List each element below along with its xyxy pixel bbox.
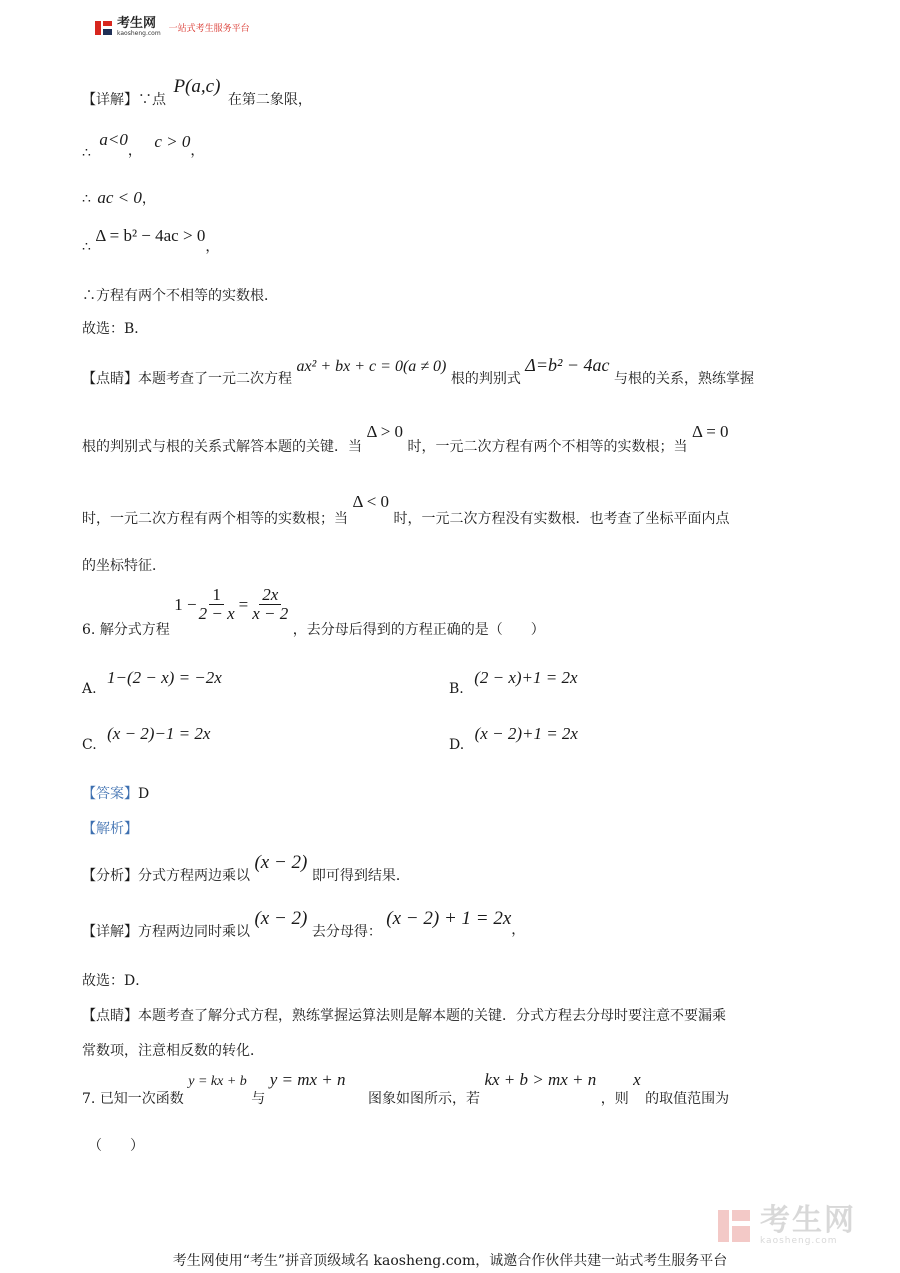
- logo-icon: [95, 19, 113, 37]
- comment-text: 时，一元二次方程有两个相等的实数根；当: [82, 511, 348, 527]
- therefore-symbol: ∴: [82, 239, 91, 255]
- q6-fenxi: [82, 852, 410, 884]
- comment-tag: 【点睛】: [82, 371, 138, 387]
- variable-x: x: [633, 1070, 641, 1089]
- stem-text: ，则: [600, 1091, 629, 1107]
- answer-value: D: [138, 786, 150, 802]
- math-a-lt-0: a<0: [99, 130, 128, 149]
- comment-text: 根的判别式与根的关系式解答本题的关键．当: [82, 439, 362, 455]
- q6-comment-line2: 常数项，注意相反数的转化．: [82, 1043, 264, 1059]
- stem-text: 解分式方程: [99, 621, 170, 638]
- watermark-sub: kaosheng.com: [760, 1236, 838, 1246]
- stem-text: ，去分母后得到的方程正确的是（ ）: [292, 621, 545, 638]
- stem-text: 已知一次函数: [99, 1091, 184, 1107]
- q5-step1: [82, 130, 205, 161]
- eq-equals: =: [238, 594, 249, 614]
- math-x-minus-2: (x − 2): [254, 852, 308, 873]
- option-expr: (x − 2)+1 = 2x: [474, 724, 578, 743]
- detail-text: ∵点: [138, 92, 166, 108]
- option-label: B.: [449, 681, 464, 697]
- inequality: kx + b > mx + n: [484, 1070, 597, 1089]
- option-c[interactable]: [82, 724, 211, 753]
- frac1-denominator: 2 − x: [198, 604, 235, 623]
- fenxi-text: 分式方程两边乘以: [138, 868, 250, 884]
- frac2-denominator: x − 2: [252, 604, 289, 623]
- conclusion-text: 方程有两个不相等的实数根．: [96, 288, 278, 304]
- watermark-icon: [718, 1206, 754, 1246]
- logo-text: 考生网: [117, 16, 157, 31]
- comment-text: 本题考查了解分式方程，熟练掌握运算法则是解本题的关键．分式方程去分母时要注意不要漏乘: [138, 1008, 726, 1024]
- fenxi-text: 即可得到结果．: [311, 868, 410, 884]
- q6-comment-line1: [82, 1005, 726, 1025]
- q5-comment-line1: [82, 355, 754, 387]
- analysis-tag: 【解析】: [82, 821, 138, 837]
- comment-tag: 【点睛】: [82, 1008, 138, 1024]
- q6-choice: 故选：D．: [82, 973, 150, 989]
- q6-stem: [82, 585, 545, 638]
- q7-stem: [82, 1070, 730, 1107]
- option-label: A.: [82, 681, 97, 697]
- math-x-minus-2: (x − 2): [254, 908, 308, 929]
- q6-answer: [82, 783, 149, 803]
- math-discriminant: Δ=b² − 4ac: [525, 355, 610, 375]
- q5-comment-line2: [82, 422, 729, 455]
- function-2: y = mx + n: [269, 1070, 346, 1089]
- answer-tag: 【答案】: [82, 786, 138, 802]
- separator: ，: [127, 143, 142, 159]
- detail-text: 方程两边同时乘以: [138, 924, 250, 940]
- logo-slogan: 一站式考生服务平台: [168, 24, 250, 34]
- q5-comment-line3: [82, 492, 730, 527]
- point-p: P(a,c): [173, 76, 221, 97]
- fraction-2: [252, 586, 288, 623]
- math-result-equation: (x − 2) + 1 = 2x: [386, 908, 512, 929]
- detail-text: 在第二象限，: [227, 92, 312, 108]
- option-a[interactable]: [82, 668, 222, 697]
- math-ac-lt-0: ac < 0: [97, 188, 142, 207]
- function-1: y = kx + b: [188, 1074, 247, 1089]
- math-delta-lt-0: Δ < 0: [352, 492, 390, 511]
- q6-detail: [82, 908, 526, 940]
- eq-left: 1 −: [174, 594, 197, 614]
- separator: ，: [511, 922, 526, 938]
- math-delta-gt-0: Δ > 0: [366, 422, 404, 441]
- comment-text: 时，一元二次方程有两个不相等的实数根；当: [407, 439, 688, 455]
- logo-sub: kaosheng.com: [117, 30, 161, 37]
- option-label: C.: [82, 737, 97, 753]
- math-quadratic: ax² + bx + c = 0(a ≠ 0): [296, 358, 447, 375]
- stem-text: 图象如图所示，若: [367, 1091, 480, 1107]
- separator: ，: [141, 191, 156, 207]
- page-footer: 考生网使用“考生”拼音顶级域名 kaosheng.com，诚邀合作伙伴共建一站式考生服务平台: [172, 1253, 728, 1269]
- q5-step2: [82, 188, 156, 208]
- frac1-numerator: 1: [209, 586, 224, 605]
- separator: ，: [205, 239, 220, 255]
- option-d[interactable]: [449, 724, 578, 753]
- detail-tag: 【详解】: [82, 92, 138, 108]
- header-logo: [95, 18, 250, 37]
- stem-text: 的取值范围为: [645, 1091, 730, 1107]
- math-delta-eq-0: Δ = 0: [691, 422, 729, 441]
- option-b[interactable]: [449, 668, 578, 697]
- watermark-logo: [718, 1203, 856, 1246]
- frac2-numerator: 2x: [259, 586, 281, 605]
- q5-comment-line4: 的坐标特征．: [82, 558, 166, 574]
- comment-text: 本题考查了一元二次方程: [138, 371, 292, 387]
- option-expr: 1−(2 − x) = −2x: [107, 668, 222, 687]
- comment-text: 根的判别式: [450, 371, 521, 387]
- math-delta: Δ = b² − 4ac > 0: [95, 226, 206, 245]
- stem-text: 与: [251, 1091, 266, 1107]
- therefore-symbol: ∴: [82, 191, 91, 207]
- option-expr: (2 − x)+1 = 2x: [474, 668, 578, 687]
- therefore-symbol: ∴: [82, 145, 91, 161]
- detail-tag: 【详解】: [82, 924, 138, 940]
- q5-conclusion: [82, 285, 278, 305]
- detail-text: 去分母得：: [311, 924, 382, 940]
- question-number: 6.: [82, 621, 96, 638]
- watermark-text: 考生网: [760, 1203, 856, 1238]
- therefore-symbol: ∴: [82, 288, 96, 304]
- fraction-1: [199, 586, 235, 623]
- question-number: 7.: [82, 1091, 96, 1107]
- math-c-gt-0: c > 0: [154, 132, 191, 151]
- option-expr: (x − 2)−1 = 2x: [107, 724, 211, 743]
- equation: [174, 586, 288, 623]
- q5-detail-line: [82, 76, 312, 108]
- q7-paren: （ ）: [88, 1138, 144, 1154]
- q5-step3: [82, 226, 220, 255]
- comment-text: 与根的关系，熟练掌握: [614, 371, 754, 387]
- separator: ，: [190, 143, 205, 159]
- fenxi-tag: 【分析】: [82, 868, 138, 884]
- comment-text: 时，一元二次方程没有实数根．也考查了坐标平面内点: [393, 511, 730, 527]
- q5-choice: 故选：B．: [82, 321, 149, 337]
- option-label: D.: [449, 737, 465, 753]
- logo-wordmark: [117, 18, 161, 37]
